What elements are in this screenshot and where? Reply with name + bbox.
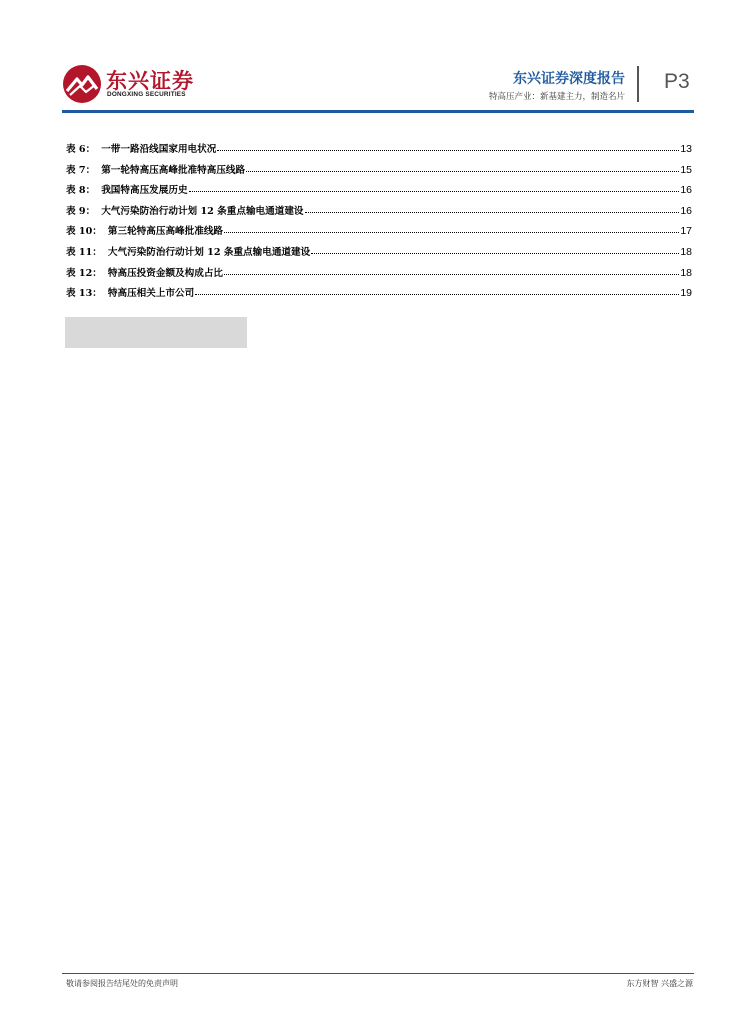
toc-dot-leader bbox=[311, 252, 679, 254]
toc-dot-leader bbox=[217, 149, 679, 151]
toc-dot-leader bbox=[224, 273, 679, 275]
logo-english-name: DONGXING SECURITIES bbox=[107, 91, 186, 98]
toc-entry[interactable] bbox=[66, 265, 692, 286]
toc-entry-title: 大气污染防治行动计划 12 条重点输电通道建设 bbox=[101, 205, 304, 217]
toc-entry-page: 13 bbox=[680, 143, 692, 155]
toc-entry-title: 我国特高压发展历史 bbox=[101, 185, 188, 197]
toc-dot-leader bbox=[189, 190, 680, 192]
toc-entry[interactable] bbox=[66, 203, 692, 224]
footer-slogan: 东方财智 兴盛之源 bbox=[626, 979, 693, 988]
gray-placeholder-box bbox=[65, 317, 247, 348]
toc-entry-title: 第三轮特高压高峰批准线路 bbox=[107, 226, 224, 238]
toc-entry[interactable] bbox=[66, 182, 692, 203]
toc-entry-page: 16 bbox=[680, 204, 692, 217]
toc-dot-leader bbox=[195, 293, 679, 295]
toc-entry-label: 表 8： bbox=[66, 185, 96, 197]
toc-entry[interactable] bbox=[66, 244, 692, 265]
toc-entry-page: 18 bbox=[680, 266, 692, 279]
company-logo bbox=[62, 62, 222, 106]
toc-entry-title: 大气污染防治行动计划 12 条重点输电通道建设 bbox=[107, 246, 311, 258]
toc-entry-page: 16 bbox=[680, 184, 692, 197]
footer-rule bbox=[62, 973, 694, 974]
logo-name: 东兴证券 bbox=[106, 69, 194, 93]
page-header bbox=[0, 0, 755, 118]
toc-entry-page: 15 bbox=[680, 163, 692, 176]
toc-entry-label: 表 10： bbox=[66, 226, 102, 238]
toc-entry-page: 18 bbox=[680, 245, 692, 258]
toc-entry[interactable] bbox=[66, 162, 692, 183]
toc-entry-label: 表 6： bbox=[66, 144, 96, 155]
toc-entry-label: 表 12： bbox=[66, 267, 102, 279]
report-subtitle: 特高压产业：新基建主力，制造名片 bbox=[488, 92, 625, 102]
toc-entry-title: 特高压相关上市公司 bbox=[107, 288, 195, 300]
header-rule bbox=[62, 110, 694, 113]
toc-entry-label: 表 13： bbox=[66, 288, 102, 300]
header-divider bbox=[637, 66, 639, 102]
toc-entry[interactable] bbox=[66, 141, 692, 162]
toc-entry[interactable] bbox=[66, 223, 692, 244]
toc-entry-title: 特高压投资金额及构成占比 bbox=[107, 267, 224, 279]
footer-disclaimer: 敬请参阅报告结尾处的免责声明 bbox=[66, 979, 178, 988]
toc-entry-page: 19 bbox=[680, 287, 692, 300]
toc-entry-title: 一带一路沿线国家用电状况 bbox=[101, 144, 217, 155]
table-of-contents bbox=[66, 141, 692, 306]
toc-entry-label: 表 7： bbox=[66, 164, 96, 176]
toc-dot-leader bbox=[305, 211, 680, 213]
toc-entry-label: 表 11： bbox=[66, 246, 102, 258]
toc-dot-leader bbox=[246, 170, 679, 172]
page-number: P3 bbox=[664, 70, 690, 93]
report-type: 东兴证券深度报告 bbox=[513, 71, 625, 87]
toc-entry-label: 表 9： bbox=[66, 205, 96, 217]
toc-entry-title: 第一轮特高压高峰批准特高压线路 bbox=[101, 164, 246, 176]
toc-dot-leader bbox=[224, 231, 679, 233]
logo-mark-icon bbox=[62, 64, 102, 104]
toc-entry[interactable] bbox=[66, 285, 692, 306]
toc-entry-page: 17 bbox=[680, 225, 692, 238]
